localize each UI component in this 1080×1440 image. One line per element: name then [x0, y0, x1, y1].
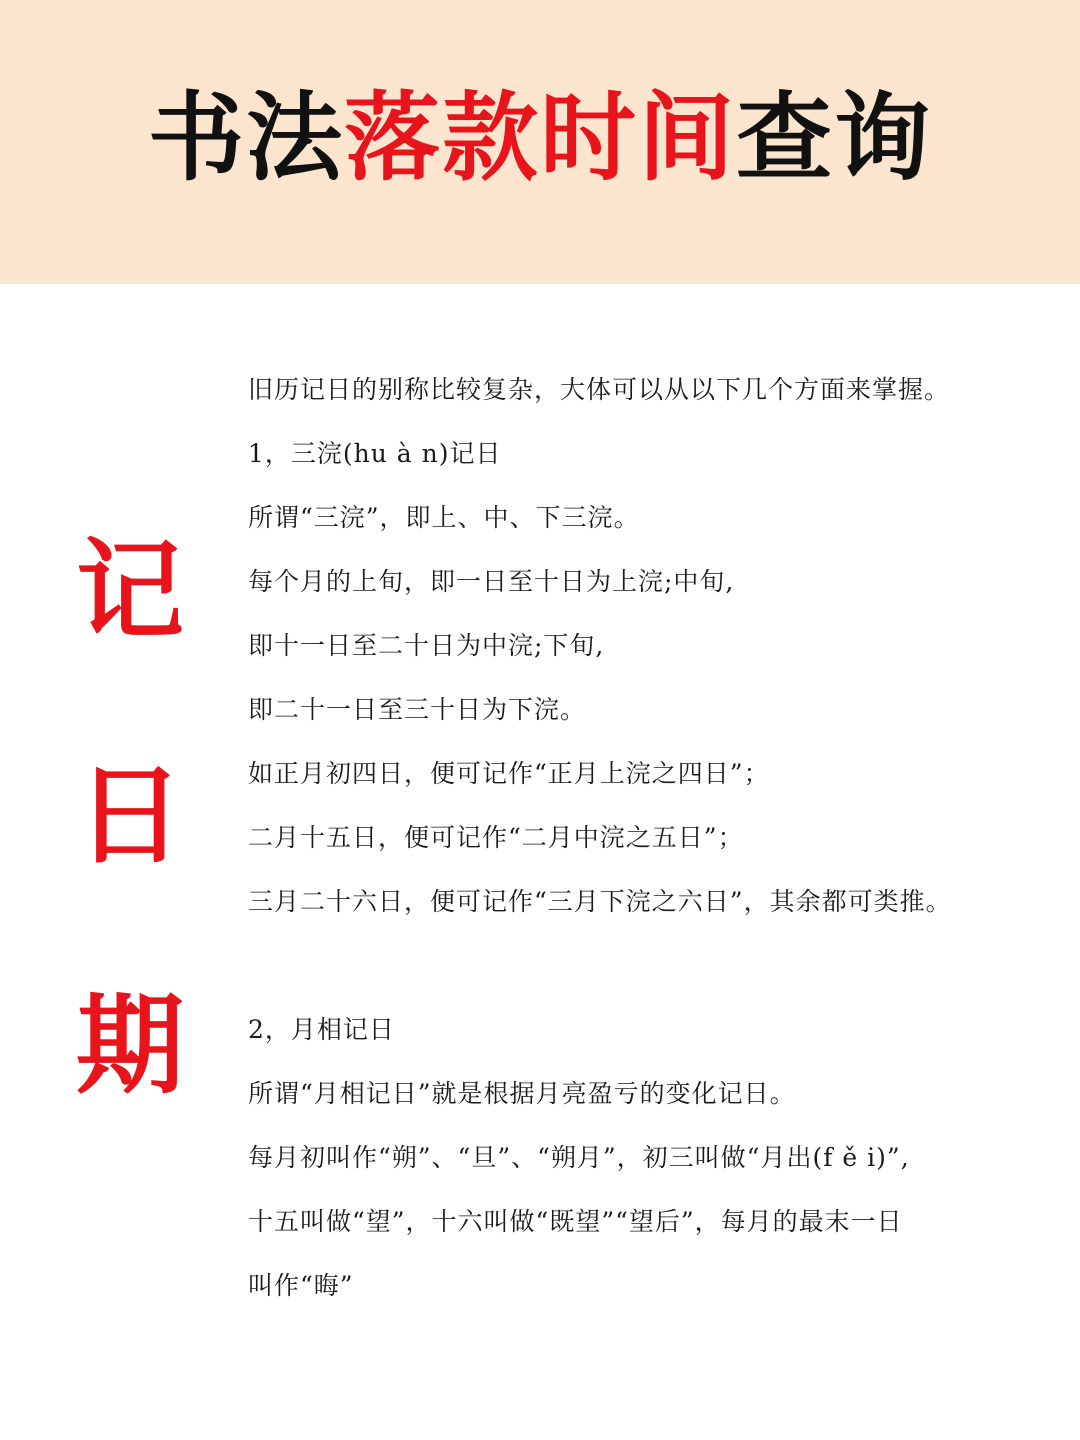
side-label-char-ri: 日 — [75, 754, 184, 879]
section1-line: 即十一日至二十日为中浣;下旬, — [248, 631, 605, 660]
section2-line: 每月初叫作“朔”、“旦”、“朔月”，初三叫做“月出(f ě i)”, — [248, 1143, 910, 1172]
section1-line: 每个月的上旬，即一日至十日为上浣;中旬, — [248, 567, 735, 596]
title-part-black-1: 书法 — [148, 82, 344, 194]
section-spacer — [248, 934, 1078, 998]
section2-line: 十五叫做“望”，十六叫做“既望”“望后”，每月的最末一日 — [248, 1207, 903, 1236]
section1-line: 所谓“三浣”，即上、中、下三浣。 — [248, 503, 640, 532]
section1-heading: 1，三浣(hu à n)记日 — [248, 439, 502, 468]
section2-line: 所谓“月相记日”就是根据月亮盈亏的变化记日。 — [248, 1079, 796, 1108]
document-body — [248, 358, 1078, 1318]
title-part-red: 落款时间 — [344, 82, 736, 194]
section1-example: 如正月初四日，便可记作“正月上浣之四日”； — [248, 759, 770, 788]
section2-line: 叫作“晦” — [248, 1271, 354, 1300]
title-part-black-2: 查询 — [736, 82, 932, 194]
title-banner — [0, 0, 1080, 284]
intro-paragraph: 旧历记日的别称比较复杂，大体可以从以下几个方面来掌握。 — [248, 375, 951, 404]
section1-line: 即二十一日至三十日为下浣。 — [248, 695, 587, 724]
section1-example: 三月二十六日，便可记作“三月下浣之六日”，其余都可类推。 — [248, 887, 952, 916]
side-label-char-qi: 期 — [75, 984, 184, 1109]
section2-heading: 2，月相记日 — [248, 1015, 395, 1044]
page-title — [0, 78, 1080, 198]
side-label-char-ji: 记 — [75, 529, 184, 654]
section1-example: 二月十五日，便可记作“二月中浣之五日”； — [248, 823, 744, 852]
